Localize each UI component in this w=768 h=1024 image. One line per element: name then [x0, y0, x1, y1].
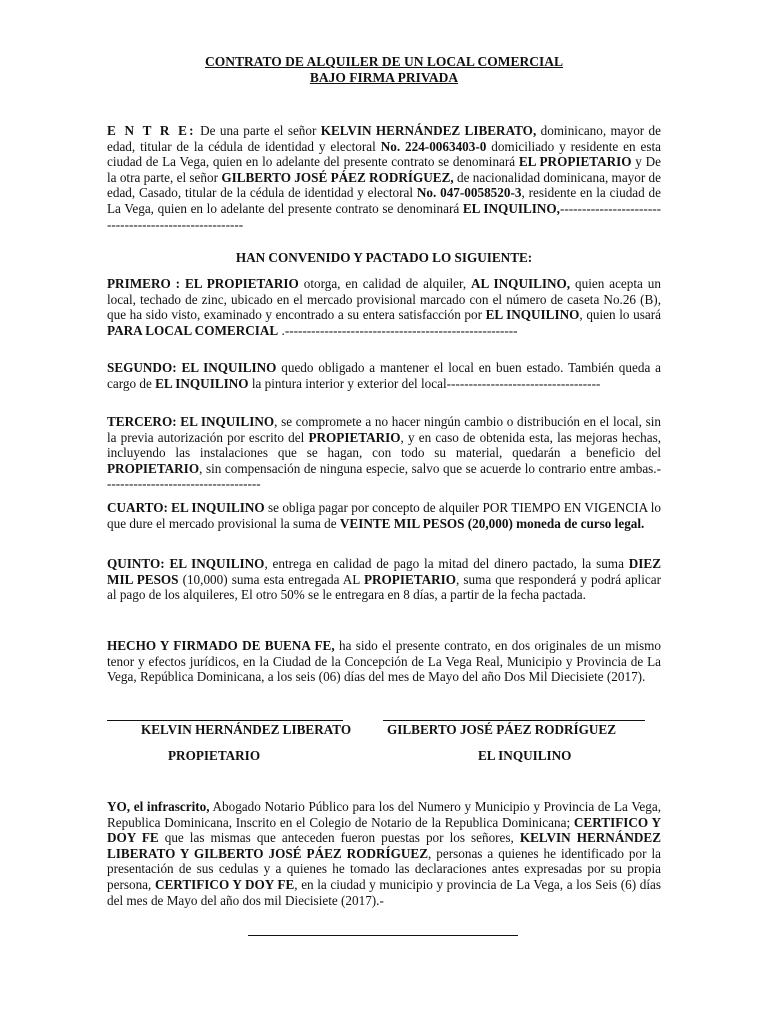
primero-bold-3: EL INQUILINO [485, 307, 580, 323]
clause-primero [107, 276, 661, 338]
tenant-name: GILBERTO JOSÉ PÁEZ RODRÍGUEZ, [221, 169, 454, 185]
primero-text-4: .----------------------------------------------------- [278, 322, 518, 338]
cuarto-bold-2: VEINTE MIL PESOS (20,000) moneda de curso legal. [339, 515, 645, 531]
cuarto-bold-1: EL INQUILINO [167, 500, 265, 515]
title-block [107, 54, 661, 85]
segundo-text-1: quedo obligado a mantener el local en buen estado. También queda a cargo de [107, 360, 661, 391]
hecho-label: HECHO Y FIRMADO DE BUENA FE, [107, 638, 335, 653]
segundo-bold-2: EL INQUILINO [155, 375, 249, 391]
tenant-role: EL INQUILINO, [462, 200, 560, 216]
title-line-1: CONTRATO DE ALQUILER DE UN LOCAL COMERCIAL [204, 54, 564, 69]
owner-signature-name: KELVIN HERNÁNDEZ LIBERATO [141, 722, 352, 737]
notary-text-1: Abogado Notario Público para los del Numero y Municipio y Provincia de La Vega, Republica Dominicana, Inscrito en el Colegio de Notario de la Republica Dominicana; [107, 799, 661, 830]
clause-segundo [107, 360, 661, 391]
agreement-heading: HAN CONVENIDO Y PACTADO LO SIGUIENTE: [235, 250, 533, 265]
tenant-signature-line [383, 720, 645, 721]
cuarto-label: CUARTO: [107, 500, 168, 515]
owner-id: No. 224-0063403-0 [380, 138, 487, 154]
tercero-bold-3: PROPIETARIO [107, 460, 200, 476]
entre-text-5: de nacionalidad dominicana, mayor de edad, Casado, titular de la cédula de identidad y electoral [107, 169, 662, 201]
primero-text-2: quien acepta un local, techado de zinc, ubicado en el mercado provisional marcado con el número de caseta No.26 (B), que ha sido visto, examinado y encontrado a su entera satisfacción por [107, 276, 661, 323]
primero-text-3: , quien lo usará [579, 307, 661, 323]
tenant-signature-role: EL INQUILINO [478, 748, 572, 763]
signature-block [107, 710, 661, 770]
cuarto-text-1: se obliga pagar por concepto de alquiler POR TIEMPO EN VIGENCIA lo que dure el mercado provisional la suma de [107, 500, 661, 531]
notary-bold-2: KELVIN HERNÁNDEZ LIBERATO Y GILBERTO JOSÉ PÁEZ RODRÍGUEZ [107, 830, 661, 861]
owner-signature-role: PROPIETARIO [168, 748, 261, 763]
hecho-text-1: ha sido el presente contrato, en dos originales de un mismo tenor y efectos jurídicos, en la Ciudad de la Concepción de La Vega Real, Municipio y Provincia de La Vega, República Dominicana, a los seis (06) días del mes de Mayo del año Dos Mil Diecisiete (2017). [107, 638, 661, 685]
tercero-text-2: , y en caso de obtenida esta, las mejoras hechas, incluyendo las instalaciones que se hagan, con todo su material, quedarán a beneficio del [107, 429, 662, 461]
tercero-bold-1: EL INQUILINO [176, 414, 275, 429]
owner-role: EL PROPIETARIO [518, 154, 632, 170]
quinto-bold-2: DIEZ MIL PESOS [107, 556, 661, 587]
tenant-id: No. 047-0058520-3 [416, 185, 522, 201]
segundo-label: SEGUNDO: [107, 360, 177, 375]
closing-paragraph [107, 638, 661, 685]
notary-label: YO, el infrascrito, [107, 799, 210, 814]
title-line-2: BAJO FIRMA PRIVADA [309, 69, 459, 85]
entre-text-6: , residente en la ciudad de La Vega, quien en lo adelante del presente contrato se denominará [107, 185, 662, 216]
clause-quinto [107, 556, 661, 603]
entre-paragraph [107, 123, 661, 232]
primero-bold-1: EL PROPIETARIO [180, 276, 299, 291]
segundo-bold-1: EL INQUILINO [176, 360, 277, 375]
owner-signature-line [107, 720, 343, 721]
clause-cuarto [107, 500, 661, 531]
entre-text-3: domiciliado y residente en esta ciudad de La Vega, quien en lo adelante del presente contrato se denominará [107, 138, 661, 170]
segundo-text-2: la pintura interior y exterior del local----------------------------------- [248, 375, 601, 391]
entre-text-7: ------------------------------------------------------ [107, 200, 661, 232]
quinto-text-3: , suma que responderá y podrá aplicar al pago de los alquileres, El otro 50% se le entregara en 8 días, a partir de la fecha pactada. [107, 571, 661, 603]
primero-bold-2: AL INQUILINO, [471, 276, 571, 291]
quinto-bold-1: EL INQUILINO [164, 556, 265, 571]
entre-label: E N T R E: [107, 123, 196, 138]
tercero-label: TERCERO: [107, 414, 177, 429]
notary-text-3: , personas a quienes he identificado por la presentación de sus cedulas y a quienes he tomado las declaraciones antes expresadas por su propia persona, [107, 845, 661, 892]
entre-text-1: De una parte el señor [195, 123, 321, 138]
quinto-text-1: , entrega en calidad de pago la mitad del dinero pactado, la suma [264, 556, 629, 571]
clause-tercero [107, 414, 661, 492]
primero-text-1: otorga, en calidad de alquiler, [298, 276, 472, 291]
notary-bold-1: CERTIFICO Y DOY FE [107, 814, 661, 846]
tenant-signature-name: GILBERTO JOSÉ PÁEZ RODRÍGUEZ [387, 722, 617, 737]
notary-bold-3: CERTIFICO Y DOY FE [154, 876, 295, 892]
notary-text-4: , en la ciudad y municipio y provincia de La Vega, a los Seis (6) días del mes de Mayo del año dos mil Diecisiete (2017).- [107, 876, 662, 908]
quinto-text-2: (10,000) suma esta entregada AL [178, 571, 364, 587]
entre-text-4: y De la otra parte, el señor [107, 154, 661, 185]
notary-signature-line [248, 935, 518, 936]
primero-bold-4: PARA LOCAL COMERCIAL [107, 322, 279, 338]
quinto-bold-3: PROPIETARIO [363, 571, 457, 587]
quinto-label: QUINTO: [107, 556, 165, 571]
owner-name: KELVIN HERNÁNDEZ LIBERATO, [320, 123, 537, 138]
entre-text-2: dominicano, mayor de edad, titular de la cédula de identidad y electoral [107, 123, 662, 154]
notary-text-2: que las mismas que anteceden fueron puestas por los señores, [158, 830, 520, 846]
tercero-text-3: , sin compensación de ninguna especie, salvo que se acuerde lo contrario entre ambas.------------------------------------ [107, 460, 661, 492]
primero-label: PRIMERO : [107, 276, 181, 291]
tercero-bold-2: PROPIETARIO [308, 429, 401, 445]
notary-paragraph [107, 799, 661, 908]
tercero-text-1: , se compromete a no hacer ningún cambio o distribución en el local, sin la previa autorización por escrito del [107, 414, 661, 445]
